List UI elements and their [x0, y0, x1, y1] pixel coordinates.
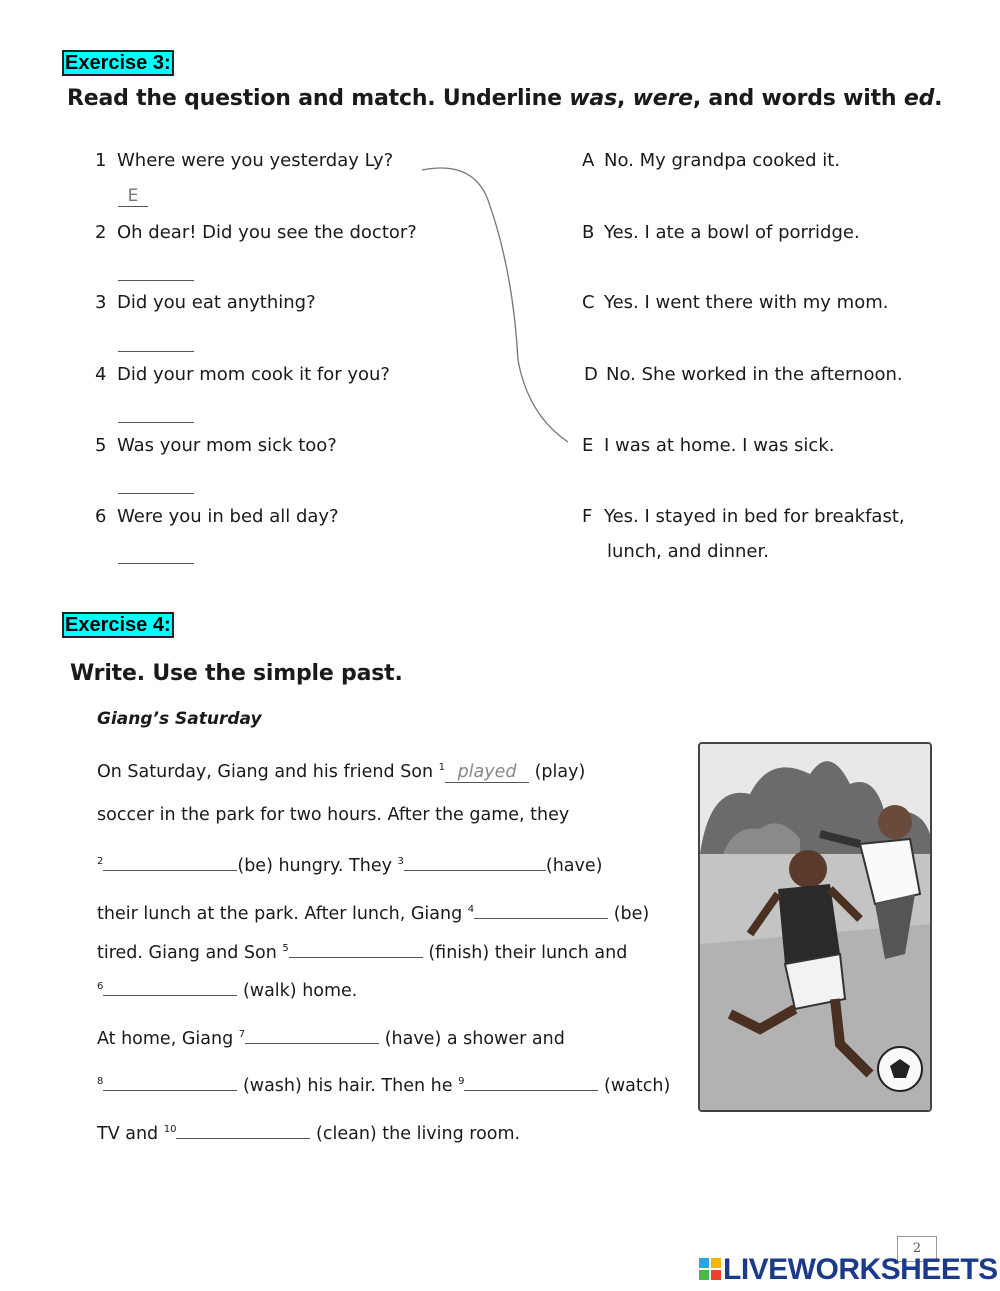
- blank-7[interactable]: [245, 1025, 379, 1044]
- blank-1[interactable]: played: [445, 760, 529, 783]
- blank-9[interactable]: [464, 1072, 598, 1091]
- question-2: 2 Oh dear! Did you see the doctor?: [95, 222, 417, 243]
- answer-option-f-line2: lunch, and dinner.: [607, 541, 769, 562]
- exercise-3-label: Exercise 3:: [62, 50, 174, 76]
- story-line-4: their lunch at the park. After lunch, Giang $^4$ (be): [97, 898, 649, 926]
- exercise-4-label: Exercise 4:: [62, 612, 174, 638]
- question-5: 5 Was your mom sick too?: [95, 435, 337, 456]
- blank-4[interactable]: [474, 900, 608, 919]
- exercise-3-instruction: Read the question and match. Underline was, were, and words with ed.: [67, 86, 943, 111]
- blank-3[interactable]: [404, 852, 546, 871]
- answer-input-3[interactable]: [118, 331, 194, 352]
- answer-option-d: D No. She worked in the afternoon.: [584, 364, 903, 385]
- blank-10[interactable]: [176, 1120, 310, 1139]
- answer-option-a: A No. My grandpa cooked it.: [582, 150, 841, 171]
- story-line-8: $^8$ (wash) his hair. Then he $^9$ (watch): [97, 1070, 670, 1098]
- question-4: 4 Did your mom cook it for you?: [95, 364, 390, 385]
- question-6: 6 Were you in bed all day?: [95, 506, 339, 527]
- blank-8[interactable]: [103, 1072, 237, 1091]
- answer-input-1[interactable]: E: [118, 186, 148, 207]
- liveworksheets-logo-icon: [699, 1258, 721, 1280]
- soccer-illustration: [698, 742, 932, 1112]
- story-line-5: tired. Giang and Son $^5$ (finish) their lunch and: [97, 937, 627, 965]
- answer-input-5[interactable]: [118, 473, 194, 494]
- blank-5[interactable]: [289, 939, 423, 958]
- blank-6[interactable]: [103, 977, 237, 996]
- question-1: 1 Where were you yesterday Ly?: [95, 150, 394, 171]
- page-number: 2: [897, 1236, 937, 1262]
- story-line-7: At home, Giang $^7$ (have) a shower and: [97, 1023, 565, 1051]
- answer-option-e: E I was at home. I was sick.: [582, 435, 835, 456]
- match-line: [418, 160, 588, 455]
- story-title: Giang’s Saturday: [97, 709, 262, 729]
- answer-input-4[interactable]: [118, 402, 194, 423]
- story-line-3: $^2$ (be) hungry. They $^3$ (have): [97, 850, 602, 878]
- exercise-4-instruction: Write. Use the simple past.: [70, 661, 403, 686]
- answer-input-2[interactable]: [118, 260, 194, 281]
- blank-2[interactable]: [103, 852, 237, 871]
- story-line-2: soccer in the park for two hours. After the game, they: [97, 805, 570, 825]
- question-3: 3 Did you eat anything?: [95, 292, 316, 313]
- story-line-1: On Saturday, Giang and his friend Son $^1$ played (play): [97, 761, 586, 782]
- story-line-6: $^6$ (walk) home.: [97, 975, 357, 1003]
- answer-input-6[interactable]: [118, 543, 194, 564]
- story-line-9: TV and $^{10}$ (clean) the living room.: [97, 1118, 520, 1146]
- answer-option-c: C Yes. I went there with my mom.: [582, 292, 889, 313]
- answer-option-b: B Yes. I ate a bowl of porridge.: [582, 222, 860, 243]
- answer-option-f: F Yes. I stayed in bed for breakfast,: [582, 506, 905, 527]
- liveworksheets-brand: LIVEWORKSHEETS: [723, 1253, 998, 1286]
